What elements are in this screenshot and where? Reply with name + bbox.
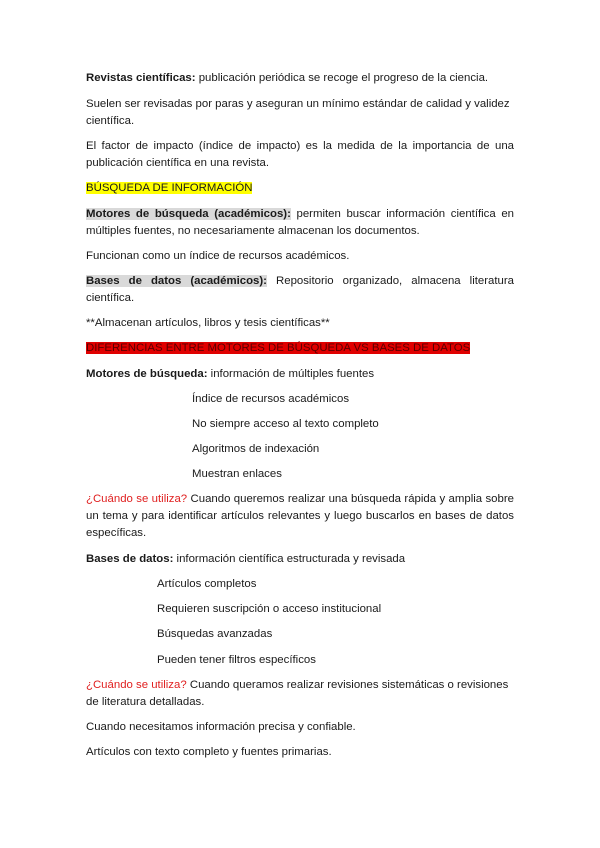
term-motores-academicos: Motores de búsqueda (académicos):	[86, 208, 291, 220]
list-item: Artículos completos	[157, 578, 257, 590]
paragraph-motores-academicos	[86, 206, 514, 240]
paragraph-cuando-motores	[86, 491, 514, 542]
heading-diferencias	[86, 340, 514, 357]
paragraph-revisadas: Suelen ser revisadas por paras y aseguran un mínimo estándar de calidad y validez científica.	[86, 98, 510, 127]
term-revistas: Revistas científicas:	[86, 72, 196, 84]
paragraph-motores	[86, 366, 514, 383]
paragraph-factor-impacto: El factor de impacto (índice de impacto) es la medida de la importancia de una publicación científica en una revista.	[86, 140, 514, 169]
question-cuando-bases: ¿Cuándo se utiliza?	[86, 679, 187, 691]
paragraph-funcionan: Funcionan como un índice de recursos académicos.	[86, 250, 350, 262]
heading-busqueda	[86, 180, 514, 197]
heading-busqueda-text: BÚSQUEDA DE INFORMACIÓN	[86, 182, 253, 194]
definition-revistas: publicación periódica se recoge el progreso de la ciencia.	[195, 72, 489, 84]
paragraph-cuando-bases	[86, 677, 514, 711]
heading-diferencias-text: DIFERENCIAS ENTRE MOTORES DE BÚSQUEDA VS BASES DE DATOS	[86, 342, 471, 354]
question-cuando-motores: ¿Cuándo se utiliza?	[86, 493, 188, 505]
term-motores: Motores de búsqueda:	[86, 368, 208, 380]
term-bases-academicos: Bases de datos (académicos):	[86, 275, 267, 287]
term-bases: Bases de datos:	[86, 553, 174, 565]
paragraph-bases	[86, 551, 514, 568]
paragraph-articulos: Artículos con texto completo y fuentes primarias.	[86, 746, 332, 758]
list-item: Requieren suscripción o acceso institucional	[157, 603, 382, 615]
list-item: No siempre acceso al texto completo	[192, 418, 379, 430]
definition-motores: información de múltiples fuentes	[207, 368, 375, 380]
definition-bases-academicos: Repositorio organizado, almacena literatura científica.	[86, 275, 514, 304]
answer-cuando-motores: Cuando queremos realizar una búsqueda rápida y amplia sobre un tema y para identificar artículos relevantes y luego buscarlos en bases de datos específicas.	[86, 493, 514, 539]
definition-motores-academicos: permiten buscar información científica en múltiples fuentes, no necesariamente almacenan los documentos.	[86, 208, 515, 237]
paragraph-bases-academicos	[86, 273, 514, 307]
answer-cuando-bases: Cuando queramos realizar revisiones sistemáticas o revisiones de literatura detalladas.	[86, 679, 509, 708]
list-item: Pueden tener filtros específicos	[157, 654, 316, 666]
paragraph-almacenan: **Almacenan artículos, libros y tesis científicas**	[86, 317, 330, 329]
list-item: Muestran enlaces	[192, 468, 282, 480]
list-item: Índice de recursos académicos	[192, 393, 350, 405]
definition-bases: información científica estructurada y revisada	[173, 553, 406, 565]
paragraph-necesitamos: Cuando necesitamos información precisa y confiable.	[86, 721, 356, 733]
paragraph-revistas	[86, 70, 514, 87]
list-item: Algoritmos de indexación	[192, 443, 320, 455]
list-item: Búsquedas avanzadas	[157, 628, 273, 640]
